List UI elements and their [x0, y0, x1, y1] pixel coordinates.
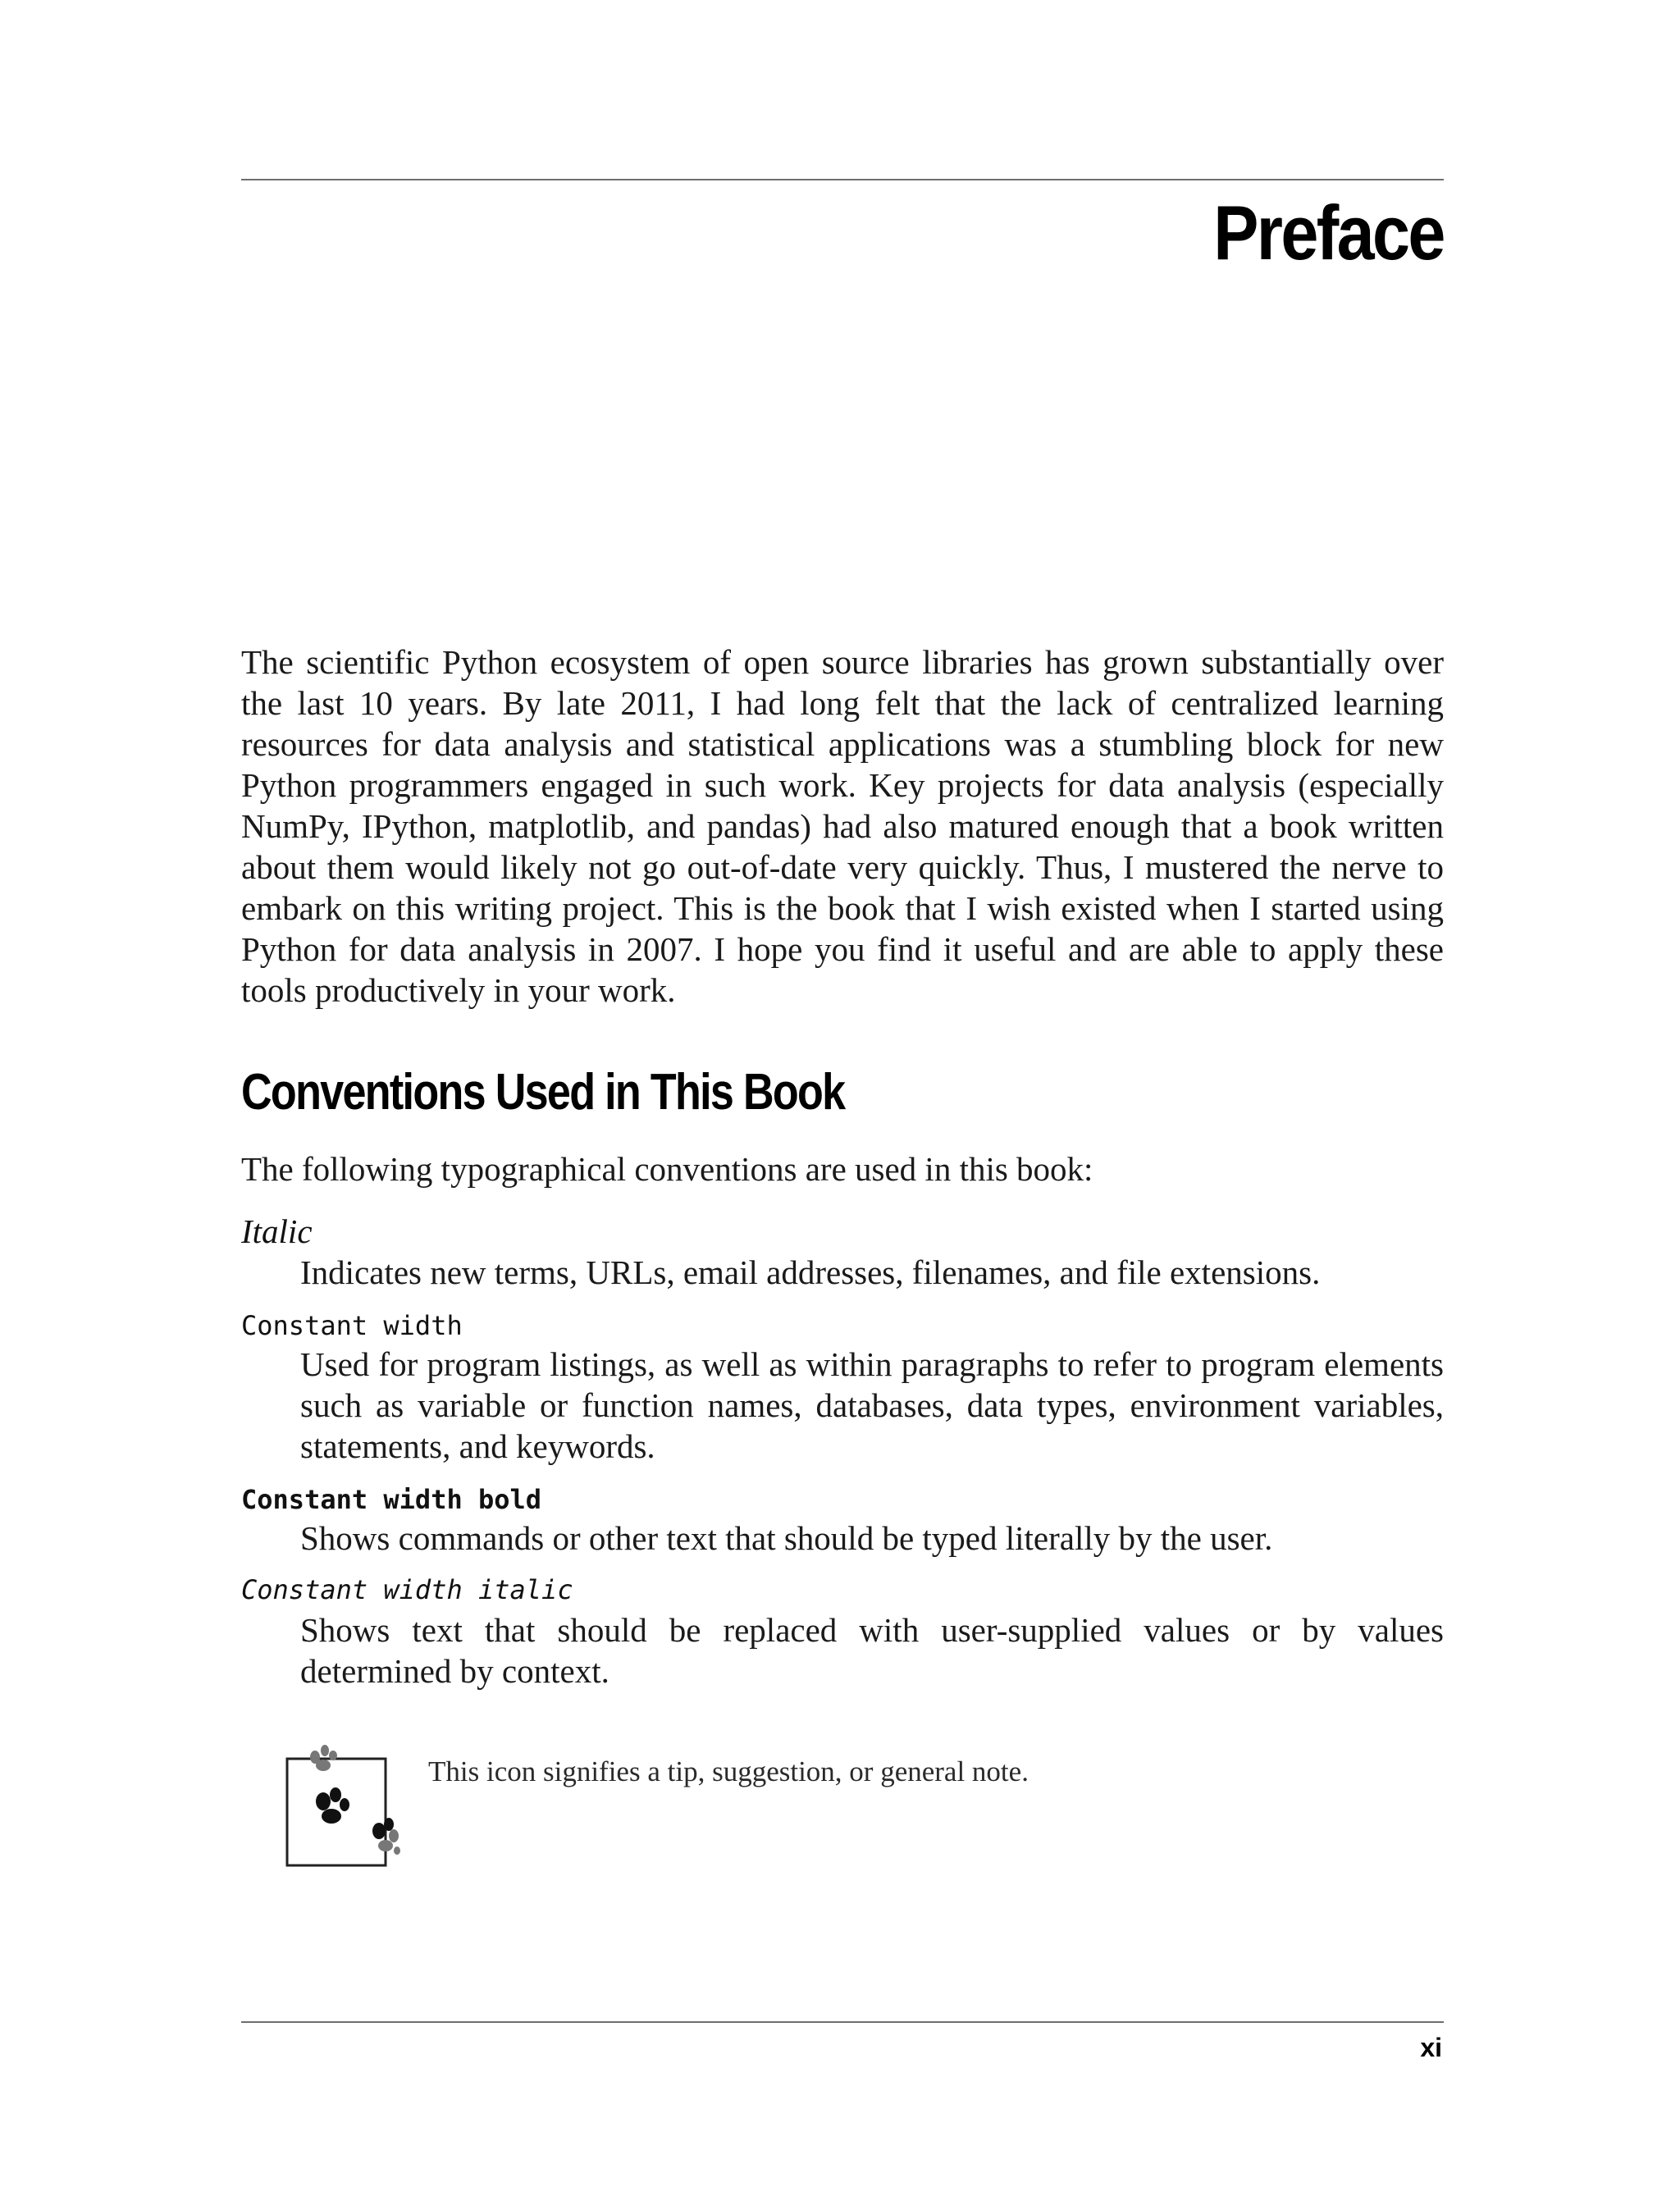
- chapter-title: Preface: [1213, 189, 1444, 276]
- top-rule: [241, 179, 1444, 180]
- intro-paragraph: The scientific Python ecosystem of open source libraries has grown substantially over the last 10 years. By late 2011, I had long felt that the lack of centralized learning resources for data analysis and statistical applications was a stumbling block for new Python programmers engaged in such work. Key projects for data analysis (especially NumPy, IPython, matplotlib, and pandas) had also matured enough that a book written about them would likely not go out-of-date very quickly. Thus, I mustered the nerve to embark on this writing project. This is the book that I wish existed when I started using Python for data analysis in 2007. I hope you find it useful and are able to apply these tools productively in your work.: [241, 643, 1444, 1009]
- tip-text: This icon signifies a tip, suggestion, or general note.: [428, 1755, 1029, 1787]
- definition-constant-width-italic: Shows text that should be replaced with user-supplied values or by values determined by context.: [300, 1611, 1444, 1690]
- page-number: xi: [1420, 2033, 1442, 2062]
- definition-italic: Indicates new terms, URLs, email addresses, filenames, and file extensions.: [300, 1253, 1321, 1291]
- definition-constant-width: Used for program listings, as well as within paragraphs to refer to program elements such as variable or function names, databases, data types, environment variables, statements, and keywords.: [300, 1345, 1444, 1465]
- term-constant-width-italic: Constant width italic: [241, 1574, 573, 1605]
- term-italic: Italic: [241, 1212, 313, 1250]
- bottom-rule: [241, 2021, 1444, 2023]
- tip-note-icon: [284, 1726, 431, 1874]
- section-heading: Conventions Used in This Book: [241, 1064, 845, 1121]
- term-constant-width: Constant width: [241, 1310, 463, 1341]
- term-constant-width-bold: Constant width bold: [241, 1484, 542, 1515]
- conventions-intro: The following typographical conventions are used in this book:: [241, 1150, 1093, 1188]
- definition-constant-width-bold: Shows commands or other text that should be typed literally by the user.: [300, 1519, 1273, 1557]
